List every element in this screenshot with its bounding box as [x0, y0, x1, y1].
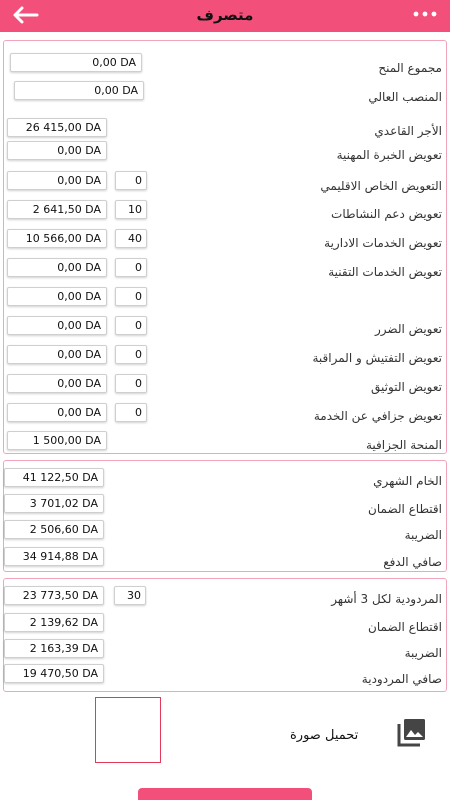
- bonus-tax-value: 2 163,39 DA: [4, 639, 104, 658]
- experience-allowance-value: 0,00 DA: [7, 141, 107, 160]
- net-bonus-value: 19 470,50 DA: [4, 664, 104, 683]
- photo-preview-box[interactable]: [95, 697, 161, 763]
- gross-monthly-label: الخام الشهري: [373, 474, 442, 488]
- performance-bonus-value: 23 773,50 DA: [4, 586, 104, 605]
- regional-allowance-percent[interactable]: 0: [115, 171, 147, 190]
- admin-services-percent[interactable]: 40: [115, 229, 147, 248]
- activities-allowance-label: تعويض دعم النشاطات: [331, 207, 442, 221]
- documentation-allowance-value: 0,00 DA: [7, 374, 107, 393]
- damage-allowance-value: 0,00 DA: [7, 316, 107, 335]
- bottom-action-button[interactable]: [138, 788, 312, 800]
- technical-services-value: 0,00 DA: [7, 258, 107, 277]
- unlabeled-allowance-value: 0,00 DA: [7, 287, 107, 306]
- flat-grant-label: المنحة الجزافية: [365, 438, 442, 452]
- net-bonus-label: صافي المردودية: [361, 672, 442, 686]
- performance-bonus-percent[interactable]: 30: [114, 586, 146, 605]
- net-pay-label: صافي الدفع: [383, 555, 442, 569]
- documentation-allowance-label: تعويض التوثيق: [371, 380, 442, 394]
- documentation-allowance-percent[interactable]: 0: [115, 374, 147, 393]
- flat-service-allowance-value: 0,00 DA: [7, 403, 107, 422]
- upload-photo-label[interactable]: تحميل صورة: [290, 728, 359, 743]
- gross-monthly-value: 41 122,50 DA: [4, 468, 104, 487]
- flat-grant-value: 1 500,00 DA: [7, 431, 107, 450]
- admin-services-value: 10 566,00 DA: [7, 229, 107, 248]
- security-deduction-value: 3 701,02 DA: [4, 494, 104, 513]
- top-app-bar: [0, 0, 450, 32]
- regional-allowance-label: التعويض الخاص الاقليمي: [320, 179, 442, 193]
- high-position-label: المنصب العالي: [368, 90, 442, 104]
- bonus-security-deduction-label: اقتطاع الضمان: [368, 620, 442, 634]
- bonus-tax-label: الضريبة: [404, 646, 442, 660]
- security-deduction-label: اقتطاع الضمان: [368, 502, 442, 516]
- admin-services-label: تعويض الخدمات الادارية: [324, 236, 442, 250]
- technical-services-label: تعويض الخدمات التقنية: [328, 265, 442, 279]
- technical-services-percent[interactable]: 0: [115, 258, 147, 277]
- activities-allowance-value: 2 641,50 DA: [7, 200, 107, 219]
- flat-service-allowance-percent[interactable]: 0: [115, 403, 147, 422]
- inspection-allowance-label: تعويض التفتيش و المراقبة: [312, 351, 442, 365]
- inspection-allowance-value: 0,00 DA: [7, 345, 107, 364]
- tax-value: 2 506,60 DA: [4, 520, 104, 539]
- more-horizontal-icon[interactable]: [412, 4, 438, 24]
- damage-allowance-percent[interactable]: 0: [115, 316, 147, 335]
- activities-allowance-percent[interactable]: 10: [115, 200, 147, 219]
- tax-label: الضريبة: [404, 528, 442, 542]
- bonus-security-deduction-value: 2 139,62 DA: [4, 613, 104, 632]
- performance-bonus-label: المردودية لكل 3 أشهر: [331, 592, 442, 606]
- high-position-value: 0,00 DA: [14, 81, 144, 100]
- regional-allowance-value: 0,00 DA: [7, 171, 107, 190]
- base-salary-value: 26 415,00 DA: [7, 118, 107, 137]
- image-gallery-icon[interactable]: [396, 716, 428, 748]
- unlabeled-allowance-percent[interactable]: 0: [115, 287, 147, 306]
- flat-service-allowance-label: تعويض جزافي عن الخدمة: [313, 409, 442, 423]
- total-grants-value: 0,00 DA: [10, 53, 142, 72]
- base-salary-label: الأجر القاعدي: [374, 124, 442, 138]
- inspection-allowance-percent[interactable]: 0: [115, 345, 147, 364]
- damage-allowance-label: تعويض الضرر: [375, 322, 442, 336]
- experience-allowance-label: تعويض الخبرة المهنية: [336, 148, 442, 162]
- page-title: متصرف: [196, 6, 254, 24]
- net-pay-value: 34 914,88 DA: [4, 547, 104, 566]
- total-grants-label: مجموع المنح: [378, 61, 442, 75]
